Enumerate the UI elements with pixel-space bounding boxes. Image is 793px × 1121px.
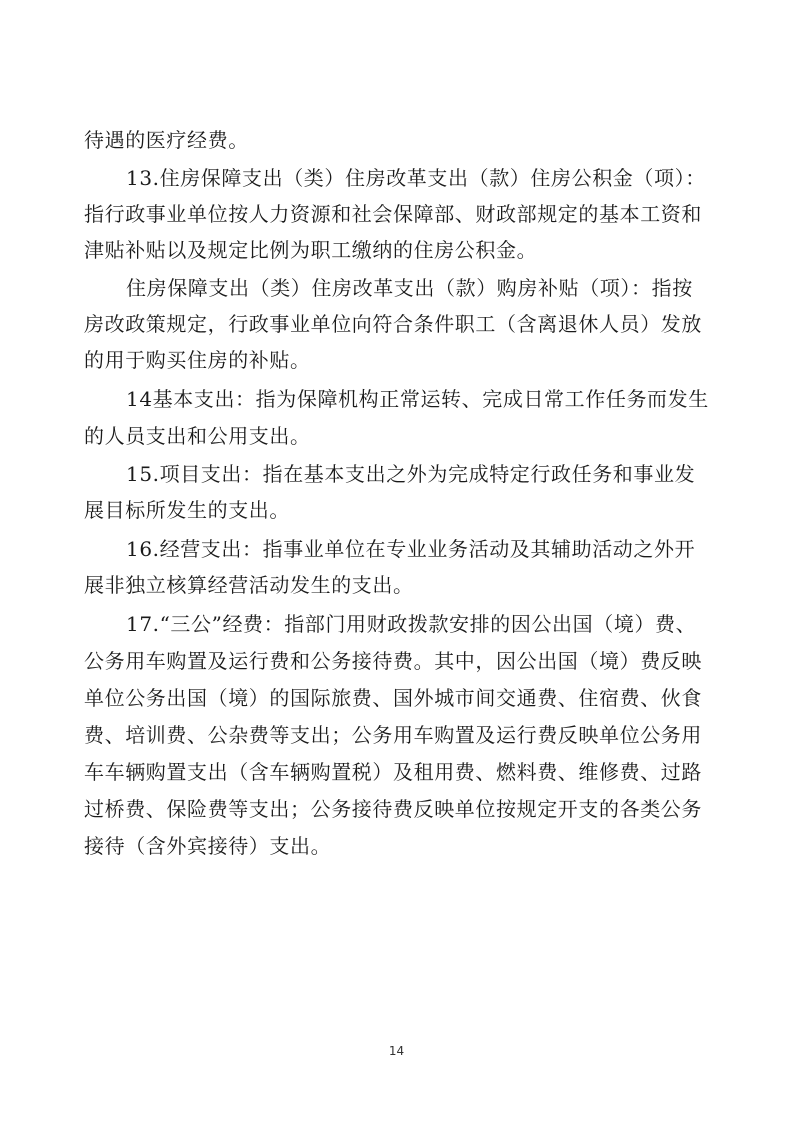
text-line: 费、培训费、公杂费等支出；公务用车购置及运行费反映单位公务用 xyxy=(84,723,702,747)
text-line: 展目标所发生的支出。 xyxy=(84,498,290,522)
text-line: 过桥费、保险费等支出；公务接待费反映单位按规定开支的各类公务 xyxy=(84,797,702,821)
text-line: 车车辆购置支出（含车辆购置税）及租用费、燃料费、维修费、过路 xyxy=(84,760,702,784)
text-line: 14基本支出：指为保障机构正常运转、完成日常工作任务而发生 xyxy=(126,387,709,411)
text-line: 待遇的医疗经费。 xyxy=(84,128,249,152)
text-line: 15.项目支出：指在基本支出之外为完成特定行政任务和事业发 xyxy=(126,462,696,486)
text-line: 13.住房保障支出（类）住房改革支出（款）住房公积金（项）： xyxy=(126,166,706,190)
text-line: 单位公务出国（境）的国际旅费、国外城市间交通费、住宿费、伙食 xyxy=(84,686,702,710)
text-line: 津贴补贴以及规定比例为职工缴纳的住房公积金。 xyxy=(84,238,538,262)
text-line: 展非独立核算经营活动发生的支出。 xyxy=(84,573,414,597)
page-number: 14 xyxy=(388,1044,405,1058)
text-line: 住房保障支出（类）住房改革支出（款）购房补贴（项）：指按 xyxy=(126,276,693,300)
text-line: 17.“三公”经费：指部门用财政拨款安排的因公出国（境）费、 xyxy=(126,612,697,636)
text-line: 接待（含外宾接待）支出。 xyxy=(84,834,332,858)
text-line: 房改政策规定，行政事业单位向符合条件职工（含离退休人员）发放 xyxy=(84,312,702,336)
text-line: 的用于购买住房的补贴。 xyxy=(84,348,311,372)
text-line: 的人员支出和公用支出。 xyxy=(84,424,311,448)
text-line: 指行政事业单位按人力资源和社会保障部、财政部规定的基本工资和 xyxy=(84,202,702,226)
text-line: 16.经营支出：指事业单位在专业业务活动及其辅助活动之外开 xyxy=(126,537,696,561)
text-line: 公务用车购置及运行费和公务接待费。其中，因公出国（境）费反映 xyxy=(84,649,702,673)
